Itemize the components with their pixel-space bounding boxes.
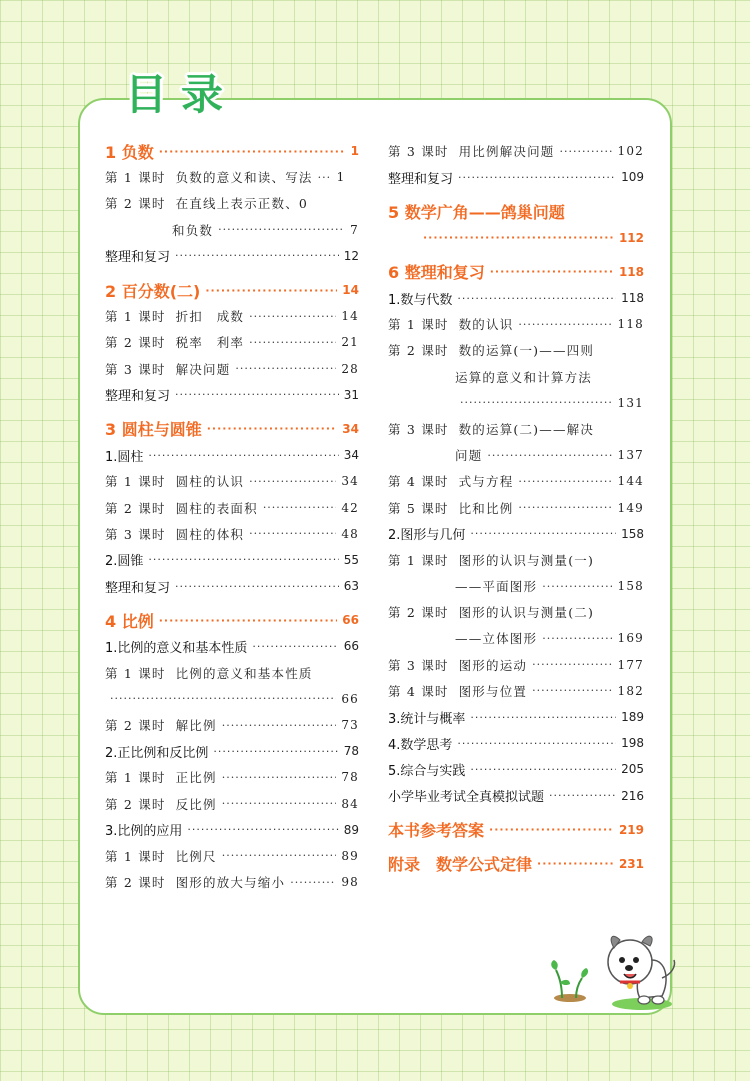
leader-dots bbox=[457, 292, 616, 305]
toc-entry[interactable] bbox=[388, 851, 644, 877]
toc-entry[interactable] bbox=[105, 573, 359, 599]
page-number: 89 bbox=[341, 848, 359, 863]
entry-title: 整理和复习 bbox=[105, 250, 171, 266]
page-number: 21 bbox=[341, 335, 359, 350]
entry-title: 1.数与代数 bbox=[388, 292, 453, 308]
toc-entry[interactable] bbox=[388, 285, 644, 311]
entry-title: 本书参考答案 bbox=[388, 821, 485, 841]
lesson-title: 用比例解决问题 bbox=[458, 144, 555, 160]
lesson-index: 第 1 课时 bbox=[388, 317, 449, 333]
lesson-title: 式与方程 bbox=[458, 474, 514, 490]
leader-dots bbox=[549, 789, 616, 802]
page-number: 66 bbox=[341, 691, 359, 706]
toc-entry[interactable] bbox=[105, 190, 359, 216]
page-number: 34 bbox=[341, 474, 359, 489]
lesson-index: 第 4 课时 bbox=[388, 474, 449, 490]
leader-dots bbox=[148, 553, 338, 566]
leader-dots bbox=[263, 501, 337, 514]
toc-entry[interactable] bbox=[105, 817, 359, 843]
lesson-index: 第 1 课时 bbox=[105, 665, 166, 681]
entry-title bbox=[388, 315, 513, 333]
entry-title bbox=[105, 664, 313, 682]
entry-title bbox=[388, 551, 594, 569]
leader-dots bbox=[249, 310, 336, 323]
entry-title: 附录 数学公式定律 bbox=[388, 855, 533, 875]
entry-title: 1 负数 bbox=[105, 142, 154, 162]
toc-entry[interactable] bbox=[388, 521, 644, 547]
entry-title bbox=[105, 873, 285, 891]
page-number: 149 bbox=[617, 500, 644, 515]
lesson-index: 第 2 课时 bbox=[105, 875, 166, 891]
page-number: 12 bbox=[343, 248, 359, 263]
entry-title bbox=[105, 847, 217, 865]
entry-title bbox=[105, 795, 217, 813]
toc-entry[interactable] bbox=[388, 704, 644, 730]
page-number: 34 bbox=[343, 448, 359, 463]
toc-entry[interactable] bbox=[105, 468, 359, 494]
lesson-index: 第 1 课时 bbox=[105, 770, 166, 786]
leader-dots bbox=[187, 823, 338, 836]
leader-dots bbox=[159, 145, 346, 158]
toc-entry[interactable] bbox=[105, 442, 359, 468]
toc-entry[interactable] bbox=[388, 225, 644, 251]
page-number: 34 bbox=[342, 421, 359, 436]
section-gap bbox=[105, 408, 359, 416]
leader-dots bbox=[222, 719, 337, 732]
toc-entry[interactable] bbox=[388, 783, 644, 809]
leader-dots bbox=[542, 632, 612, 645]
entry-title: 4 比例 bbox=[105, 611, 154, 631]
toc-entry[interactable] bbox=[105, 712, 359, 738]
lesson-title: 图形的认识与测量(二) bbox=[458, 605, 595, 621]
toc-entry[interactable] bbox=[105, 303, 359, 329]
lesson-index: 第 1 课时 bbox=[388, 552, 449, 568]
entry-title: 3.比例的应用 bbox=[105, 824, 183, 840]
entry-title: 运算的意义和计算方法 bbox=[455, 369, 593, 385]
leader-dots bbox=[222, 849, 337, 862]
toc-entry[interactable] bbox=[105, 738, 359, 764]
toc-entry[interactable] bbox=[388, 442, 644, 468]
toc-entry[interactable] bbox=[105, 217, 359, 243]
entry-title: ——平面图形 bbox=[455, 579, 538, 595]
entry-title: 5 数学广角——鸽巢问题 bbox=[388, 202, 565, 222]
leader-dots bbox=[518, 501, 612, 514]
page-number: 198 bbox=[621, 736, 644, 751]
toc-entry[interactable] bbox=[388, 198, 644, 224]
leader-dots bbox=[470, 527, 616, 540]
entry-title bbox=[105, 168, 313, 186]
section-gap bbox=[105, 269, 359, 277]
toc-entry[interactable] bbox=[105, 686, 359, 712]
leader-dots bbox=[532, 658, 612, 671]
leader-dots bbox=[175, 249, 339, 262]
entry-title bbox=[105, 194, 308, 212]
entry-title: 3.统计与概率 bbox=[388, 711, 466, 727]
lesson-title: 正比例 bbox=[175, 770, 217, 786]
leader-dots bbox=[470, 763, 616, 776]
page-number: 63 bbox=[343, 579, 359, 594]
lesson-index: 第 2 课时 bbox=[105, 196, 166, 212]
page-number: 158 bbox=[617, 579, 644, 594]
entry-title: 整理和复习 bbox=[388, 171, 454, 187]
leader-dots bbox=[213, 745, 338, 758]
toc-entry[interactable] bbox=[105, 164, 359, 190]
toc-right-column bbox=[388, 138, 644, 877]
leader-dots bbox=[460, 396, 612, 409]
toc-entry[interactable] bbox=[388, 390, 644, 416]
toc-entry[interactable] bbox=[388, 756, 644, 782]
entry-title bbox=[388, 341, 594, 359]
page-number: 118 bbox=[617, 317, 644, 332]
entry-title: 4.数学思考 bbox=[388, 737, 453, 753]
page-number: 78 bbox=[343, 744, 359, 759]
page-number: 144 bbox=[617, 474, 644, 489]
page-number: 102 bbox=[617, 144, 644, 159]
lesson-title: 折扣 成数 bbox=[175, 309, 245, 325]
page-number: 78 bbox=[341, 770, 359, 785]
entry-title bbox=[105, 768, 217, 786]
leader-dots bbox=[470, 711, 616, 724]
lesson-title: 图形的运动 bbox=[458, 657, 528, 673]
leader-dots bbox=[423, 231, 614, 244]
page-number: 182 bbox=[617, 683, 644, 698]
entry-title: 1.比例的意义和基本性质 bbox=[105, 640, 248, 656]
entry-title bbox=[105, 525, 244, 543]
toc-entry[interactable] bbox=[388, 494, 644, 520]
leader-dots bbox=[159, 614, 338, 627]
leader-dots bbox=[249, 336, 336, 349]
toc-entry[interactable] bbox=[388, 416, 644, 442]
page-number: 14 bbox=[342, 283, 359, 298]
lesson-title: 图形的认识与测量(一) bbox=[458, 552, 595, 568]
lesson-title: 负数的意义和读、写法 bbox=[175, 170, 313, 186]
toc-entry[interactable] bbox=[105, 764, 359, 790]
page-number: 231 bbox=[618, 856, 644, 871]
page-number: 14 bbox=[341, 309, 359, 324]
entry-title: 6 整理和复习 bbox=[388, 263, 485, 283]
lesson-index: 第 2 课时 bbox=[388, 343, 449, 359]
entry-title bbox=[105, 472, 244, 490]
page-number: 89 bbox=[343, 822, 359, 837]
lesson-title: 比和比例 bbox=[458, 500, 514, 516]
page-number: 118 bbox=[618, 264, 644, 279]
lesson-title: 数的认识 bbox=[458, 317, 514, 333]
entry-title bbox=[105, 499, 258, 517]
lesson-title: 解决问题 bbox=[175, 361, 231, 377]
leader-dots bbox=[252, 640, 338, 653]
toc-entry[interactable] bbox=[105, 547, 359, 573]
toc-entry[interactable] bbox=[388, 573, 644, 599]
toc-entry[interactable] bbox=[105, 869, 359, 895]
lesson-index: 第 1 课时 bbox=[105, 848, 166, 864]
lesson-index: 第 2 课时 bbox=[105, 718, 166, 734]
page-number: 42 bbox=[341, 500, 359, 515]
toc-entry[interactable] bbox=[388, 625, 644, 651]
lesson-title: 圆柱的表面积 bbox=[175, 500, 258, 516]
toc-entry[interactable] bbox=[105, 356, 359, 382]
lesson-index: 第 1 课时 bbox=[105, 170, 166, 186]
toc-entry[interactable] bbox=[105, 633, 359, 659]
lesson-index: 第 3 课时 bbox=[388, 421, 449, 437]
lesson-index: 第 2 课时 bbox=[105, 500, 166, 516]
page-number: 109 bbox=[621, 170, 644, 185]
entry-title bbox=[388, 420, 594, 438]
leader-dots bbox=[290, 876, 336, 889]
lesson-title: 比例尺 bbox=[175, 848, 217, 864]
page-number: 177 bbox=[617, 657, 644, 672]
leader-dots bbox=[175, 580, 339, 593]
page-number: 169 bbox=[617, 631, 644, 646]
lesson-title: 税率 利率 bbox=[175, 335, 245, 351]
leader-dots bbox=[457, 737, 616, 750]
leader-dots bbox=[458, 171, 616, 184]
section-gap bbox=[105, 599, 359, 607]
page-number: 28 bbox=[341, 361, 359, 376]
page-number: 158 bbox=[621, 526, 644, 541]
leader-dots bbox=[487, 449, 612, 462]
entry-title: 整理和复习 bbox=[105, 580, 171, 596]
toc-entry[interactable] bbox=[105, 382, 359, 408]
toc-entry[interactable] bbox=[105, 416, 359, 442]
leader-dots bbox=[489, 823, 614, 836]
lesson-index: 第 3 课时 bbox=[105, 361, 166, 377]
toc-entry[interactable] bbox=[105, 521, 359, 547]
lesson-title: 圆柱的体积 bbox=[175, 526, 245, 542]
toc-entry[interactable] bbox=[105, 494, 359, 520]
leader-dots bbox=[235, 362, 336, 375]
toc-left-column bbox=[105, 138, 359, 895]
leader-dots bbox=[518, 475, 612, 488]
lesson-index: 第 1 课时 bbox=[105, 474, 166, 490]
toc-entry[interactable] bbox=[388, 259, 644, 285]
page-number: 131 bbox=[617, 395, 644, 410]
toc-entry[interactable] bbox=[105, 243, 359, 269]
lesson-title: 比例的意义和基本性质 bbox=[175, 665, 313, 681]
toc-entry[interactable] bbox=[388, 364, 644, 390]
toc-entry[interactable] bbox=[388, 652, 644, 678]
toc-entry[interactable] bbox=[388, 599, 644, 625]
toc-entry[interactable] bbox=[388, 337, 644, 363]
page-number: 98 bbox=[341, 875, 359, 890]
page-title: 目录 bbox=[125, 70, 238, 119]
lesson-title: 在直线上表示正数、0 bbox=[175, 196, 309, 212]
page-number: 48 bbox=[341, 526, 359, 541]
entry-title: 小学毕业考试全真模拟试题 bbox=[388, 790, 545, 806]
toc-entry[interactable] bbox=[388, 817, 644, 843]
leader-dots bbox=[218, 223, 345, 236]
toc-entry[interactable] bbox=[388, 730, 644, 756]
lesson-index: 第 3 课时 bbox=[388, 144, 449, 160]
leader-dots bbox=[207, 422, 338, 435]
entry-title bbox=[105, 307, 244, 325]
toc-entry[interactable] bbox=[105, 138, 359, 164]
leader-dots bbox=[532, 684, 612, 697]
entry-title bbox=[105, 360, 230, 378]
lesson-title: 解比例 bbox=[175, 718, 217, 734]
entry-title bbox=[105, 333, 244, 351]
entry-title: 整理和复习 bbox=[105, 389, 171, 405]
leader-dots bbox=[490, 265, 614, 278]
cartoon-dog-icon bbox=[600, 930, 680, 1012]
entry-title: 3 圆柱与圆锥 bbox=[105, 420, 202, 440]
toc-entry[interactable] bbox=[388, 311, 644, 337]
toc-entry[interactable] bbox=[388, 547, 644, 573]
toc-entry[interactable] bbox=[105, 843, 359, 869]
leader-dots bbox=[148, 449, 338, 462]
toc-entry[interactable] bbox=[105, 660, 359, 686]
page-number: 137 bbox=[617, 448, 644, 463]
leader-dots bbox=[175, 388, 339, 401]
page-number: 112 bbox=[618, 230, 644, 245]
leader-dots bbox=[518, 318, 612, 331]
entry-title: 问题 bbox=[455, 448, 483, 464]
entry-title: ——立体图形 bbox=[455, 631, 538, 647]
lesson-index: 第 1 课时 bbox=[105, 309, 166, 325]
leader-dots bbox=[222, 797, 337, 810]
page-number: 84 bbox=[341, 796, 359, 811]
page-number: 1 bbox=[336, 170, 346, 185]
lesson-index: 第 3 课时 bbox=[388, 657, 449, 673]
page-number: 216 bbox=[621, 788, 644, 803]
entry-title: 2.图形与几何 bbox=[388, 528, 466, 544]
leader-dots bbox=[249, 527, 336, 540]
entry-title: 1.圆柱 bbox=[105, 449, 144, 465]
lesson-index: 第 5 课时 bbox=[388, 500, 449, 516]
leader-dots bbox=[205, 284, 337, 297]
lesson-title: 数的运算(二)——解决 bbox=[458, 421, 595, 437]
lesson-index: 第 2 课时 bbox=[105, 796, 166, 812]
lesson-title: 图形的放大与缩小 bbox=[175, 875, 286, 891]
leader-dots bbox=[249, 475, 336, 488]
page-number: 7 bbox=[350, 222, 359, 237]
entry-title: 5.综合与实践 bbox=[388, 763, 466, 779]
entry-title bbox=[388, 682, 527, 700]
page-number: 205 bbox=[621, 762, 644, 777]
section-gap bbox=[388, 843, 644, 851]
page-number: 189 bbox=[621, 710, 644, 725]
lesson-index: 第 3 课时 bbox=[105, 526, 166, 542]
lesson-index: 第 4 课时 bbox=[388, 683, 449, 699]
page-number: 31 bbox=[343, 387, 359, 402]
page-number: 66 bbox=[343, 639, 359, 654]
lesson-title: 数的运算(一)——四则 bbox=[458, 343, 595, 359]
toc-entry[interactable] bbox=[105, 329, 359, 355]
page-number: 219 bbox=[618, 822, 644, 837]
entry-title: 和负数 bbox=[172, 222, 214, 238]
toc-entry[interactable] bbox=[105, 791, 359, 817]
leader-dots bbox=[318, 171, 332, 184]
page-number: 55 bbox=[343, 552, 359, 567]
page-number: 1 bbox=[350, 144, 359, 159]
entry-title bbox=[388, 499, 513, 517]
toc-entry[interactable] bbox=[388, 138, 644, 164]
toc-entry[interactable] bbox=[105, 277, 359, 303]
entry-title bbox=[388, 603, 594, 621]
leader-dots bbox=[222, 771, 337, 784]
lesson-index: 第 2 课时 bbox=[388, 605, 449, 621]
section-gap bbox=[388, 190, 644, 198]
entry-title bbox=[105, 716, 217, 734]
section-gap bbox=[388, 251, 644, 259]
lesson-title: 图形与位置 bbox=[458, 683, 528, 699]
lesson-title: 反比例 bbox=[175, 796, 217, 812]
sprout-icon bbox=[548, 948, 596, 1004]
entry-title: 2.正比例和反比例 bbox=[105, 745, 209, 761]
leader-dots bbox=[110, 692, 336, 705]
lesson-index: 第 2 课时 bbox=[105, 335, 166, 351]
page-number: 73 bbox=[341, 718, 359, 733]
entry-title: 2.圆锥 bbox=[105, 554, 144, 570]
section-gap bbox=[388, 809, 644, 817]
page-number: 66 bbox=[342, 613, 359, 628]
entry-title bbox=[388, 142, 555, 160]
leader-dots bbox=[537, 857, 614, 870]
leader-dots bbox=[560, 145, 613, 158]
toc-entry[interactable] bbox=[388, 164, 644, 190]
toc-entry[interactable] bbox=[388, 468, 644, 494]
entry-title: 2 百分数(二) bbox=[105, 281, 201, 301]
leader-dots bbox=[542, 580, 612, 593]
toc-entry[interactable] bbox=[388, 678, 644, 704]
toc-entry[interactable] bbox=[105, 607, 359, 633]
page-number: 118 bbox=[621, 291, 644, 306]
entry-title bbox=[388, 656, 527, 674]
lesson-title: 圆柱的认识 bbox=[175, 474, 245, 490]
entry-title bbox=[388, 472, 513, 490]
